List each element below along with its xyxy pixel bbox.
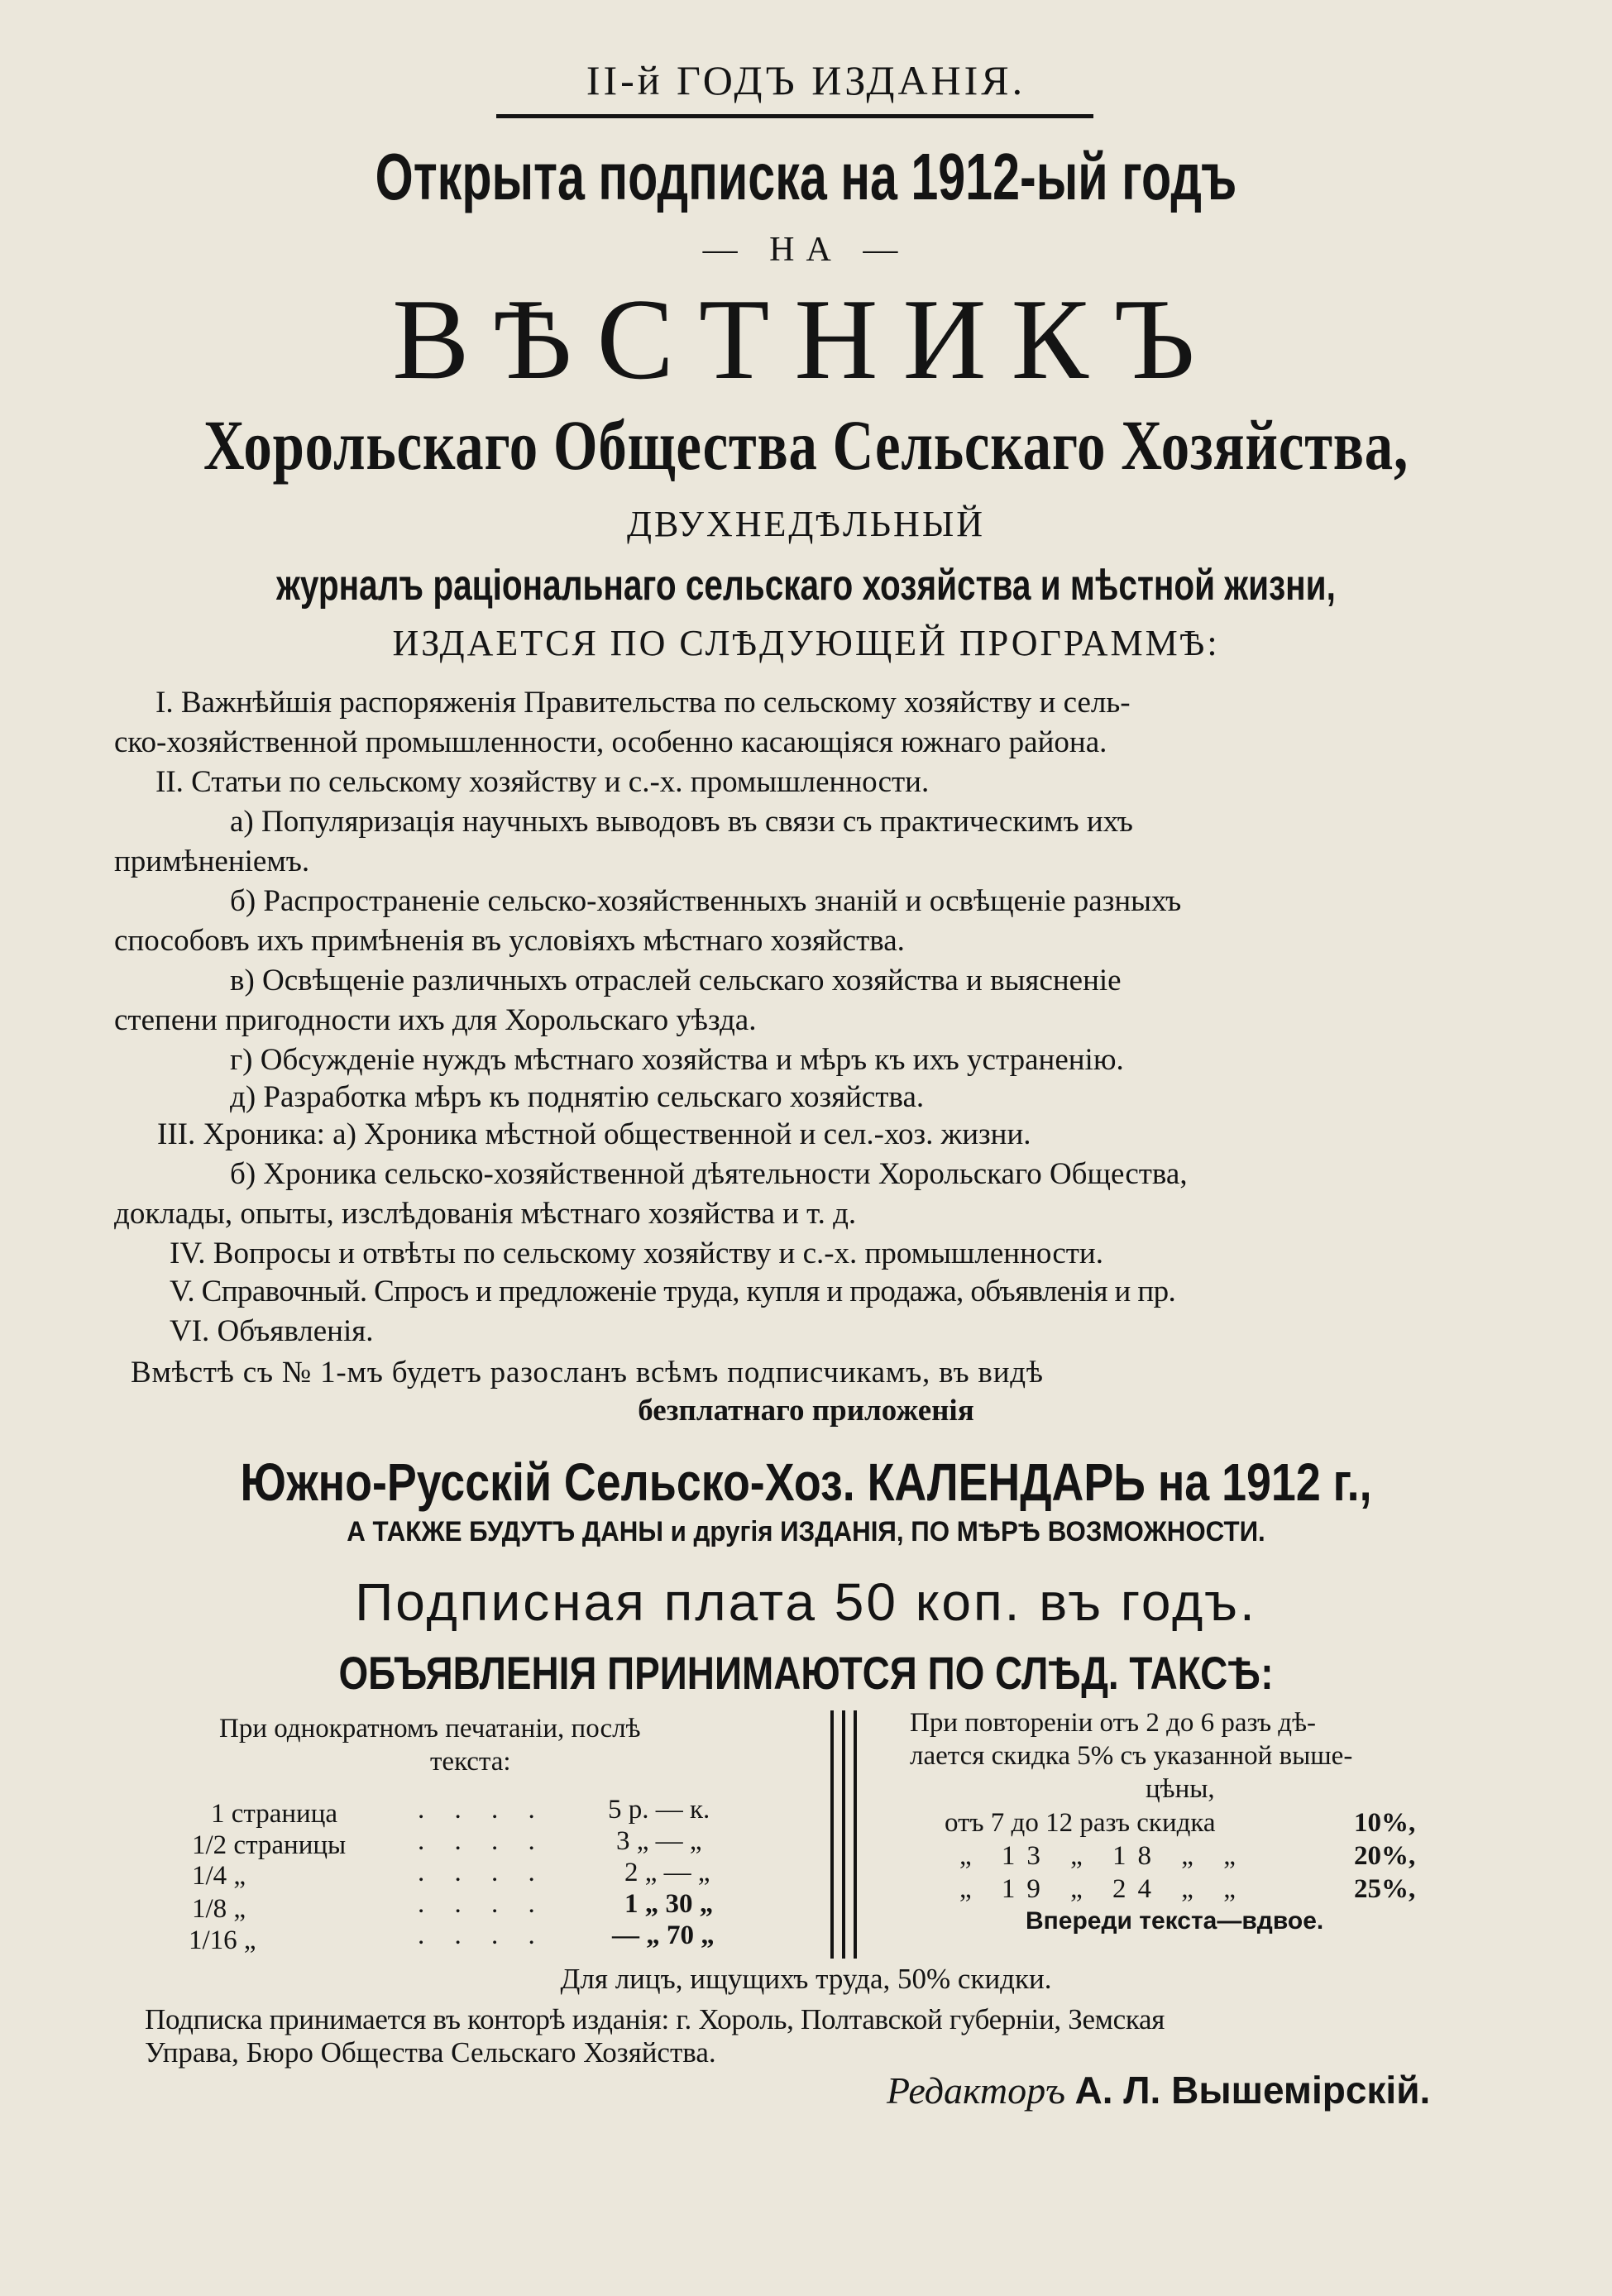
repeat-rate-header: цѣны, [1146, 1774, 1215, 1804]
leader-dots: . . . . [418, 1889, 547, 1919]
program-line: III. Хроника: а) Хроника мѣстной общественной и сел.-хоз. жизни. [157, 1117, 1031, 1151]
free-supplement-label: безплатнаго приложенія [638, 1394, 974, 1428]
single-rate-header: текста: [430, 1747, 511, 1777]
rate-price: 5 р. — к. [608, 1795, 710, 1825]
subscription-price: Подписная плата 50 коп. въ годъ. [355, 1572, 1257, 1632]
column-divider [830, 1710, 834, 1959]
na-separator: — НА — [702, 231, 910, 269]
program-line: а) Популяризація научныхъ выводовъ въ связи съ практическимъ ихъ [230, 805, 1133, 839]
program-line: б) Распространеніе сельско-хозяйственныхъ знаній и освѣщеніе разныхъ [230, 884, 1182, 918]
rate-price: — „ 70 „ [612, 1921, 715, 1950]
rate-size: 1/16 „ [189, 1925, 256, 1955]
program-line: в) Освѣщеніе различныхъ отраслей сельскаго хозяйства и выясненіе [230, 964, 1122, 997]
leader-dots: . . . . [418, 1858, 547, 1887]
rate-price: 2 „ — „ [624, 1858, 710, 1887]
editor-signature [887, 2068, 1430, 2112]
front-of-text-note: Впереди текста—вдвое. [1026, 1907, 1324, 1935]
program-line: II. Статьи по сельскому хозяйству и с.-х. промышленности. [155, 765, 930, 799]
repeat-discount: 25%, [1354, 1874, 1416, 1904]
program-line: примѣненіемъ. [114, 844, 310, 878]
repeat-rate-header: лается скидка 5% съ указанной выше- [910, 1741, 1353, 1771]
rate-size: 1 страница [211, 1799, 337, 1829]
leader-dots: . . . . [418, 1826, 547, 1856]
program-line: степени пригодности ихъ для Хорольскаго уѣзда. [114, 1003, 757, 1037]
program-line: VI. Объявленія. [170, 1314, 374, 1348]
periodicity: ДВУХНЕДѢЛЬНЫЙ [627, 504, 985, 544]
repeat-discount: 10%, [1354, 1808, 1416, 1838]
year-underline-rule [496, 114, 1093, 118]
repeat-rate-header: При повтореніи отъ 2 до 6 разъ дѣ- [910, 1708, 1317, 1738]
program-line: IV. Вопросы и отвѣты по сельскому хозяйству и с.-х. промышленности. [170, 1236, 1103, 1270]
program-line: б) Хроника сельско-хозяйственной дѣятельности Хорольскаго Общества, [230, 1157, 1188, 1191]
program-line: г) Обсужденіе нуждъ мѣстнаго хозяйства и мѣръ къ ихъ устраненію. [230, 1043, 1124, 1077]
journal-description: журналъ раціональнаго сельскаго хозяйства и мѣстной жизни, [276, 562, 1336, 610]
repeat-range: „ 19 „ 24 „ „ [959, 1874, 1247, 1904]
journal-title: ВѢСТНИКЪ [392, 275, 1220, 404]
supplement-line: Вмѣстѣ съ № 1-мъ будетъ разосланъ всѣмъ подписчикамъ, въ видѣ [131, 1356, 1044, 1390]
repeat-discount: 20%, [1354, 1841, 1416, 1871]
program-line: доклады, опыты, изслѣдованія мѣстнаго хозяйства и т. д. [114, 1197, 857, 1231]
repeat-range: „ 13 „ 18 „ „ [959, 1841, 1247, 1871]
column-divider [842, 1710, 845, 1959]
rate-size: 1/8 „ [192, 1894, 246, 1924]
program-line: д) Разработка мѣръ къ поднятію сельскаго хозяйства. [230, 1080, 925, 1114]
rate-price: 3 „ — „ [616, 1826, 702, 1856]
program-line: I. Важнѣйшія распоряженія Правительства по сельскому хозяйству и сель- [155, 686, 1131, 720]
year-of-edition: II-й ГОДЪ ИЗДАНІЯ. [586, 57, 1026, 103]
office-address-line: Управа, Бюро Общества Сельскаго Хозяйства. [145, 2036, 716, 2069]
subscription-open-heading: Открыта подписка на 1912-ый годъ [375, 140, 1237, 213]
program-line: V. Справочный. Спросъ и предложеніе труда, купля и продажа, объявленія и пр. [170, 1275, 1176, 1308]
office-address-line: Подписка принимается въ конторѣ изданія: г. Хороль, Полтавской губерніи, Земская [145, 2003, 1165, 2035]
calendar-promo: Южно-Русскій Сельско-Хоз. КАЛЕНДАРЬ на 1912 г., [240, 1452, 1372, 1512]
leader-dots: . . . . [418, 1921, 547, 1950]
program-line: способовъ ихъ примѣненія въ условіяхъ мѣстнаго хозяйства. [114, 924, 905, 958]
column-divider [854, 1710, 857, 1959]
program-heading: ИЗДАЕТСЯ ПО СЛѢДУЮЩЕЙ ПРОГРАММѢ: [392, 623, 1220, 663]
program-line: ско-хозяйственной промышленности, особенно касающіяся южнаго района. [114, 725, 1107, 759]
job-seekers-discount: Для лицъ, ищущихъ труда, 50% скидки. [560, 1963, 1052, 1995]
rate-size: 1/2 страницы [192, 1830, 347, 1860]
editor-label: Редакторъ [887, 2069, 1065, 2112]
editor-name: А. Л. Вышемірскій. [1074, 2069, 1431, 2112]
repeat-range: отъ 7 до 12 разъ скидка [945, 1808, 1216, 1838]
rate-size: 1/4 „ [192, 1861, 246, 1891]
leader-dots: . . . . [418, 1795, 547, 1825]
society-name: Хорольскаго Общества Сельскаго Хозяйства, [203, 405, 1409, 485]
rate-price: 1 „ 30 „ [624, 1889, 714, 1919]
ads-rates-heading: ОБЪЯВЛЕНІЯ ПРИНИМАЮТСЯ ПО СЛѢД. ТАКСѢ: [338, 1647, 1274, 1699]
single-rate-header: При однократномъ печатаніи, послѣ [219, 1714, 641, 1744]
other-editions-note: А ТАКЖЕ БУДУТЪ ДАНЫ и другія ИЗДАНІЯ, ПО МѢРѢ ВОЗМОЖНОСТИ. [347, 1516, 1265, 1547]
